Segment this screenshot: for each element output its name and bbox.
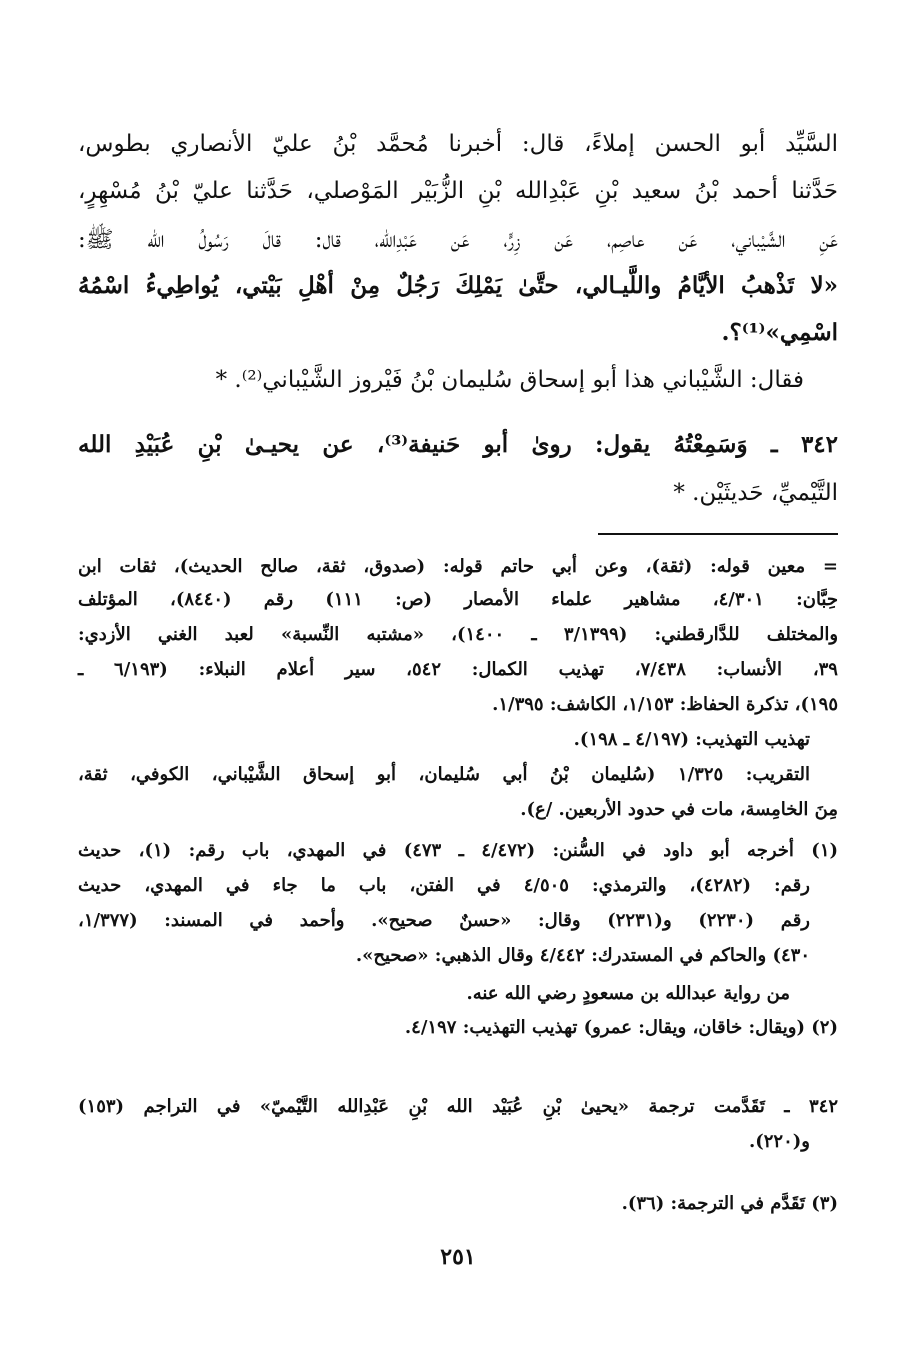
- footnote-separator: [598, 533, 838, 535]
- footnote-line-7: التقريب: ١/٣٢٥ (سُليمان بْنُ أبي سُليمان، أبو إسحاق الشَّيْباني، الكوفي، ثقة،: [78, 764, 810, 785]
- main-text-line-2: حَدَّثنا أحمد بْنُ سعيد بْنِ عَبْدِالله بْنِ الزُّبَيْر المَوْصلي، حَدَّثنا عليّ بْنُ مُسْهِرٍ،: [78, 178, 838, 204]
- footnote-line-1: = معين قوله: (ثقة)، وعن أبي حاتم قوله: (صدوق، ثقة، صالح الحديث)، ثقات ابن: [78, 556, 838, 577]
- footnote-line-6: تهذيب التهذيب: (٤/١٩٧ ـ ١٩٨).: [573, 729, 810, 750]
- main-text-line-6: فقال: الشَّيْباني هذا أبو إسحاق سُليمان بْنُ فَيْروز الشَّيْباني⁽²⁾. *: [215, 367, 804, 393]
- main-text-line-1: السَّيِّد أبو الحسن إملاءً، قال: أخبرنا مُحمَّد بْنُ عليّ الأنصاري بطوس،: [78, 131, 838, 157]
- footnote-1-line-1: (١) أخرجه أبو داود في السُّنن: (٤/٤٧٢ ـ ٤٧٣) في المهدي، باب رقم: (١)، حديث: [78, 840, 839, 861]
- footnote-2: (٢) (ويقال: خاقان، ويقال: عمرو) تهذيب التهذيب: ٤/١٩٧.: [404, 1017, 838, 1038]
- footnote-line-3: والمختلف للدَّارقطني: (٣/١٣٩٩ ـ ١٤٠٠)، «مشتبه النِّسبة» لعبد الغني الأزدي:: [78, 624, 839, 645]
- footnote-line-4: ٣٩، الأنساب: ٧/٤٣٨، تهذيب الكمال: ٥٤٢، سير أعلام النبلاء: (٦/١٩٣ ـ: [78, 659, 838, 680]
- page-number: ٢٥١: [440, 1244, 476, 1270]
- footnote-line-2: حِبَّان: ٤/٣٠١، مشاهير علماء الأمصار (ص: ١١١) رقم (٨٤٤٠)، المؤتلف: [78, 589, 838, 610]
- entry-342-heading: ٣٤٢ ـ وَسَمِعْتُهُ يقول: روىٰ أبو حَنيفة⁽³⁾، عن يحيـىٰ بْنِ عُبَيْدِ الله: [78, 431, 839, 458]
- footnote-1-line-5: من رواية عبدالله بن مسعودٍ رضي الله عنه.: [466, 983, 790, 1004]
- footnote-1-line-2: رقم: (٤٢٨٢)، والترمذي: ٤/٥٠٥ في الفتن، باب ما جاء في المهدي، حديث: [78, 875, 810, 896]
- footnote-342-line-2: و(٢٢٠).: [748, 1131, 810, 1152]
- footnote-3: (٣) تَقَدَّم في الترجمة: (٣٦).: [621, 1193, 838, 1214]
- footnote-line-8: مِنَ الخامِسة، مات في حدود الأربعين. /ع).: [520, 799, 838, 820]
- entry-342-end: التَّيْميِّ، حَديثَيْن. *: [673, 480, 838, 506]
- main-text-line-3: عَنِ الشَّيْباني، عَن عاصِم، عَن زِرٍّ، عَن عَبْدِالله، قال: قالَ رَسُولُ الله ﷺ:: [78, 227, 838, 253]
- hadith-text-end: اسْمِي»⁽¹⁾؟.: [721, 319, 838, 346]
- footnote-1-line-4: ٤٣٠) والحاكم في المستدرك: ٤/٤٤٢ وقال الذهبي: «صحيح».: [355, 945, 810, 966]
- footnote-342-line-1: ٣٤٢ ـ تَقَدَّمت ترجمة «يحيىٰ بْنِ عُبَيْد الله بْنِ عَبْدِالله التَّيْميّ» في التراجم (١٥٣): [78, 1096, 838, 1117]
- footnote-line-5: ١٩٥)، تذكرة الحفاظ: ١/١٥٣، الكاشف: ١/٣٩٥.: [492, 694, 838, 715]
- hadith-text-line: «لا تَذْهبُ الأيَّامُ واللَّيـالي، حتَّىٰ يَمْلِكَ رَجُلٌ مِنْ أهْلِ بَيْتي، يُواطِيءُ اسْمُهُ: [78, 272, 838, 299]
- footnote-1-line-3: رقم (٢٢٣٠) و(٢٢٣١) وقال: «حسنٌ صحيح». وأحمد في المسند: (١/٣٧٧،: [78, 910, 810, 931]
